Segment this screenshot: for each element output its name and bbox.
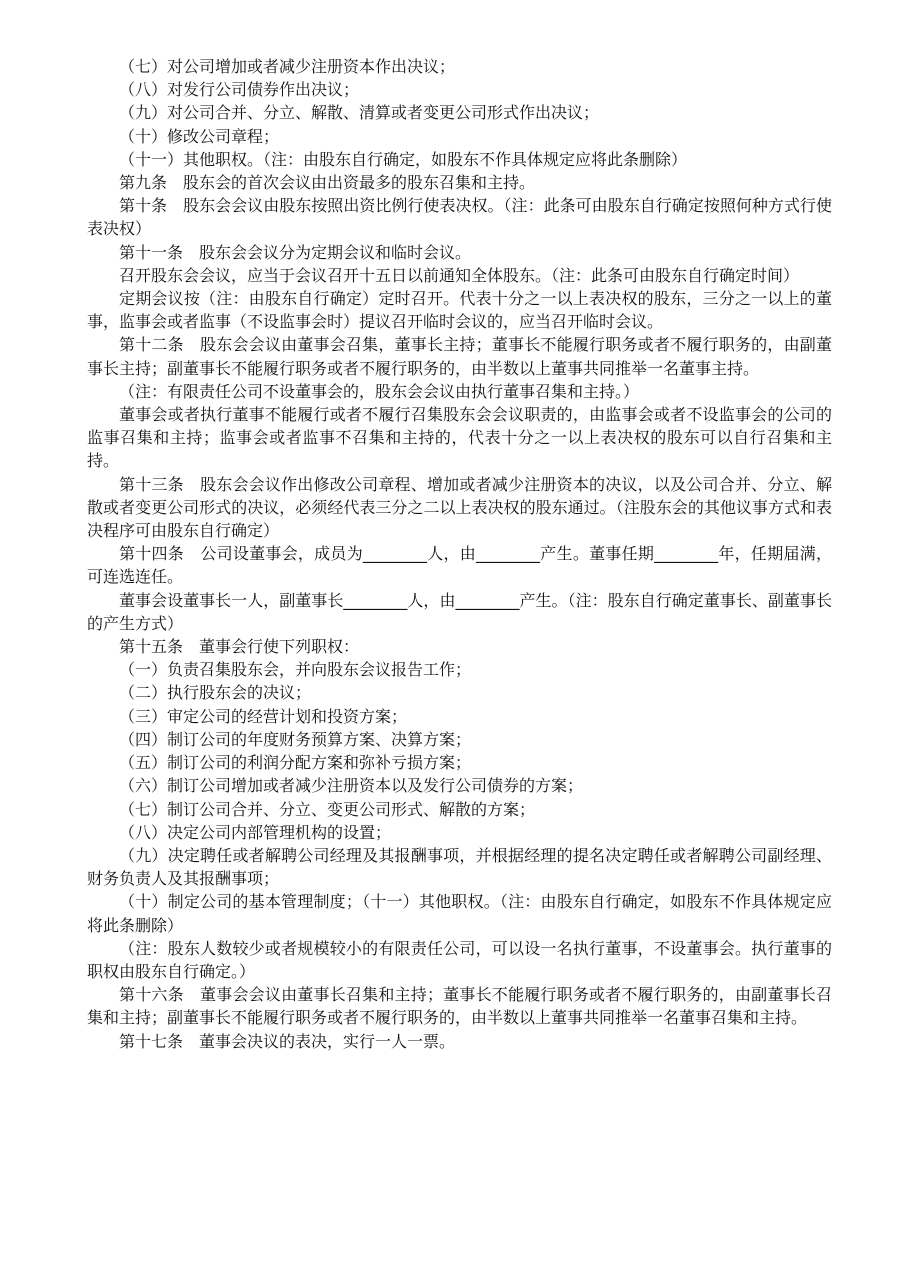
article-14: 第十四条 公司设董事会，成员为________人，由________产生。董事任期________年，任期届满，可连选连任。: [87, 544, 832, 587]
board-power-6: （六）制订公司增加或者减少注册资本以及发行公司债券的方案；: [119, 776, 584, 796]
board-power-3: （三）审定公司的经营计划和投资方案；: [119, 706, 408, 726]
article-17: 第十七条 董事会决议的表决，实行一人一票。: [119, 1031, 456, 1051]
board-power-9: （九）决定聘任或者解聘公司经理及其报酬事项，并根据经理的提名决定聘任或者解聘公司副经理、财务负责人及其报酬事项；: [87, 845, 832, 889]
board-power-4: （四）制订公司的年度财务预算方案、决算方案；: [119, 729, 472, 749]
article-11-notice: 召开股东会会议，应当于会议召开十五日以前通知全体股东。（注：此条可由股东自行确定时间）: [119, 265, 800, 285]
paragraph-item-7: （七）对公司增加或者减少注册资本作出决议；: [119, 57, 456, 76]
article-12-convening: 董事会或者执行董事不能履行或者不履行召集股东会会议职责的，由监事会或者不设监事会的公司的监事召集和主持；监事会或者监事不召集和主持的，代表十分之一以上表决权的股东可以自行召集和主持。: [87, 405, 832, 471]
board-power-7: （七）制订公司合并、分立、变更公司形式、解散的方案；: [119, 799, 536, 819]
paragraph-item-9: （九）对公司合并、分立、解散、清算或者变更公司形式作出决议；: [119, 103, 600, 123]
board-power-10-11: （十）制定公司的基本管理制度；（十一）其他职权。（注：由股东自行确定，如股东不作具体规定应将此条删除）: [87, 892, 832, 935]
board-power-8: （八）决定公司内部管理机构的设置；: [119, 822, 392, 842]
board-power-1: （一）负责召集股东会，并向股东会议报告工作；: [119, 660, 472, 680]
article-13: 第十三条 股东会会议作出修改公司章程、增加或者减少注册资本的决议，以及公司合并、分立、解散或者变更公司形式的决议，必须经代表三分之二以上表决权的股东通过。（注股东会的其他议事方式和表决程序可由股东自行确定）: [87, 474, 832, 541]
article-15-note: （注：股东人数较少或者规模较小的有限责任公司，可以设一名执行董事，不设董事会。执行董事的职权由股东自行确定。）: [87, 938, 832, 981]
document-body: [87, 55, 832, 1053]
board-power-2: （二）执行股东会的决议；: [119, 683, 312, 703]
article-11-regular-meeting: 定期会议按（注：由股东自行确定）定时召开。代表十分之一以上表决权的股东，三分之一以上的董事，监事会或者监事（不设监事会时）提议召开临时会议的，应当召开临时会议。: [87, 289, 832, 332]
article-16: 第十六条 董事会会议由董事长召集和主持；董事长不能履行职务或者不履行职务的，由副董事长召集和主持；副董事长不能履行职务或者不履行职务的，由半数以上董事共同推举一名董事召集和主持。: [87, 985, 832, 1028]
paragraph-item-11: （十一）其他职权。（注：由股东自行确定，如股东不作具体规定应将此条删除）: [119, 149, 688, 169]
article-12-note: （注：有限责任公司不设董事会的，股东会会议由执行董事召集和主持。）: [119, 381, 640, 401]
article-11: 第十一条 股东会会议分为定期会议和临时会议。: [119, 242, 472, 262]
board-power-5: （五）制订公司的利润分配方案和弥补亏损方案；: [119, 753, 472, 773]
paragraph-item-10: （十）修改公司章程；: [119, 126, 280, 146]
paragraph-item-8: （八）对发行公司债券作出决议；: [119, 80, 360, 100]
article-12: 第十二条 股东会会议由董事会召集，董事长主持；董事长不能履行职务或者不履行职务的，由副董事长主持；副董事长不能履行职务或者不履行职务的，由半数以上董事共同推举一名董事主持。: [87, 335, 832, 378]
article-14-chairman: 董事会设董事长一人，副董事长________人，由________产生。（注：股东自行确定董事长、副董事长的产生方式）: [87, 590, 832, 633]
article-9: 第九条 股东会的首次会议由出资最多的股东召集和主持。: [119, 173, 536, 193]
article-15: 第十五条 董事会行使下列职权：: [119, 637, 360, 657]
article-10: 第十条 股东会会议由股东按照出资比例行使表决权。（注：此条可由股东自行确定按照何种方式行使表决权）: [87, 196, 832, 239]
